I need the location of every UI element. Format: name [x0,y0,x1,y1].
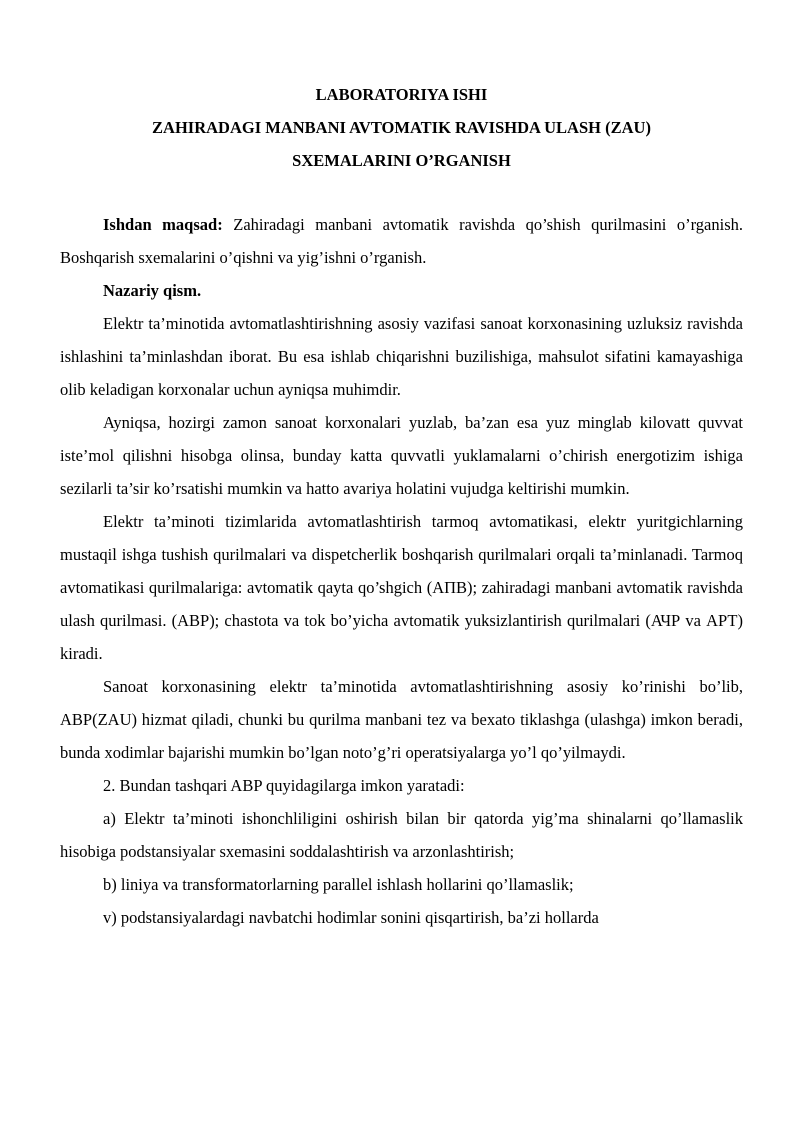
paragraph-text: 2. Bundan tashqari ABP quyidagilarga imkon yaratadi: [103,776,465,795]
paragraph-maqsad [60,208,743,274]
paragraph-item-a [60,802,743,868]
paragraph-item-b [60,868,743,901]
paragraph-bundan-tashqari [60,769,743,802]
paragraph-lead: Ishdan maqsad: [103,215,223,234]
paragraph-text: Ayniqsa, hozirgi zamon sanoat korxonalari yuzlab, ba’zan esa yuz minglab kilovatt quvvat iste’mol qilishni hisobga olinsa, bunday katta quvvatli yuklamalarni o’chirish energotizim ishiga sezilarli ta’sir ko’rsatishi mumkin va hatto avariya holatini vujudga keltirishi mumkin. [60,413,743,498]
title-line-1: LABORATORIYA ISHI [315,85,488,104]
paragraph-ayniqsa-hozirgi [60,406,743,505]
document-title [60,78,743,177]
paragraph-item-v [60,901,743,934]
paragraph-lead: Nazariy qism. [103,281,202,300]
document-body [60,208,743,934]
paragraph-tizimlarda-avtomatlashtirish [60,505,743,670]
paragraph-text: v) podstansiyalardagi navbatchi hodimlar sonini qisqartirish, ba’zi hollarda [103,908,599,927]
paragraph-text: Elektr ta’minoti tizimlarida avtomatlashtirish tarmoq avtomatikasi, elektr yuritgichlarning mustaqil ishga tushish qurilmalari va dispetcherlik boshqarish qurilmalari orqali ta’minlanadi. Tarmoq avtomatikasi qurilmalariga: avtomatik qayta qo’shgich (АПВ); zahiradagi manbani avtomatik ravishda ulash qurilmasi. (ABP); chastota va tok bo’yicha avtomatik yuksizlantirish qurilmalari (АЧР va АРТ) kiradi. [60,512,743,663]
paragraph-text: Sanoat korxonasining elektr ta’minotida avtomatlashtirishning asosiy ko’rinishi bo’lib, ABP(ZAU) hizmat qiladi, chunki bu qurilma manbani tez va bexato tiklashga (ulashga) imkon beradi, bunda xodimlar bajarishi mumkin bo’lgan noto’g’ri operatsiyalarga yo’l qo’yilmaydi. [60,677,743,762]
title-line-3: SXEMALARINI O’RGANISH [292,151,511,170]
paragraph-text: a) Elektr ta’minoti ishonchliligini oshirish bilan bir qatorda yig’ma shinalarni qo’llamaslik hisobiga podstansiyalar sxemasini soddalashtirish va arzonlashtirish; [60,809,743,861]
paragraph-nazariy-qism-heading [60,274,743,307]
paragraph-sanoat-korxonasi [60,670,743,769]
paragraph-text: b) liniya va transformatorlarning parallel ishlash hollarini qo’llamaslik; [103,875,574,894]
paragraph-text: Zahiradagi manbani avtomatik ravishda qo’shish qurilmasini o’rganish. Boshqarish sxemalarini o’qishni va yig’ishni o’rganish. [60,215,743,267]
paragraph-text: Elektr ta’minotida avtomatlashtirishning asosiy vazifasi sanoat korxonasining uzluksiz ravishda ishlashini ta’minlashdan iborat. Bu esa ishlab chiqarishni buzilishiga, mahsulot sifatini kamayashiga olib keladigan korxonalar uchun ayniqsa muhimdir. [60,314,743,399]
paragraph-elektr-taminoti-vazifa [60,307,743,406]
title-line-2: ZAHIRADAGI MANBANI AVTOMATIK RAVISHDA ULASH (ZAU) [152,118,651,137]
